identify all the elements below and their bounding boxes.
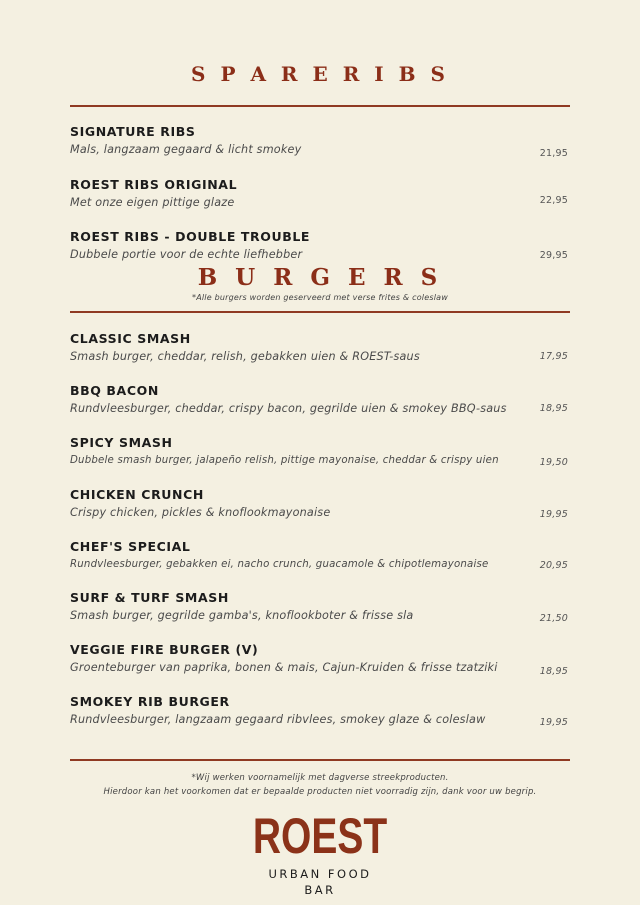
section-title-spareribs: S P A R E R I B S — [191, 62, 449, 86]
item-price: 19,50 — [539, 457, 568, 468]
divider-bottom — [70, 759, 570, 761]
divider-burgers — [70, 311, 570, 313]
item-price: 21,50 — [539, 613, 568, 624]
item-price: 18,95 — [539, 666, 568, 677]
item-description: Rundvleesburger, langzaam gegaard ribvlees, smokey glaze & coleslaw — [70, 713, 486, 726]
item-description: Dubbele smash burger, jalapeño relish, pittige mayonaise, cheddar & crispy uien — [70, 455, 499, 466]
menu-item — [70, 229, 570, 262]
item-description: Rundvleesburger, gebakken ei, nacho crunch, guacamole & chipotlemayonaise — [70, 559, 489, 570]
item-price: 19,95 — [539, 509, 568, 520]
item-name: SIGNATURE RIBS — [70, 124, 196, 139]
item-name: ROEST RIBS ORIGINAL — [70, 177, 238, 192]
item-name: SMOKEY RIB BURGER — [70, 694, 230, 709]
item-description: Crispy chicken, pickles & knoflookmayonaise — [70, 506, 331, 519]
item-price: 21,95 — [539, 148, 568, 159]
roest-logo: ROEST — [252, 808, 388, 864]
logo-tagline-line1: URBAN FOOD — [268, 867, 372, 881]
item-name: SPICY SMASH — [70, 435, 173, 450]
item-name: CHEF'S SPECIAL — [70, 539, 191, 554]
menu-item — [70, 435, 570, 468]
item-price: 29,95 — [539, 250, 568, 261]
item-price: 20,95 — [539, 560, 568, 571]
item-name: ROEST RIBS - DOUBLE TROUBLE — [70, 229, 311, 244]
item-description: Smash burger, cheddar, relish, gebakken uien & ROEST-saus — [70, 350, 420, 363]
item-description: Met onze eigen pittige glaze — [70, 196, 235, 209]
item-description: Dubbele portie voor de echte liefhebber — [70, 248, 303, 261]
footer-note-line2: Hierdoor kan het voorkomen dat er bepaalde producten niet voorradig zijn, dank voor uw begrip. — [103, 787, 537, 797]
item-price: 22,95 — [539, 195, 568, 206]
item-price: 17,95 — [539, 351, 568, 362]
item-description: Mals, langzaam gegaard & licht smokey — [70, 143, 302, 156]
item-price: 19,95 — [539, 717, 568, 728]
section-title-burgers: B U R G E R S — [197, 264, 443, 291]
item-name: CHICKEN CRUNCH — [70, 487, 204, 502]
menu-item — [70, 590, 570, 623]
item-name: CLASSIC SMASH — [70, 331, 191, 346]
menu-item — [70, 694, 570, 727]
logo-tagline-line2: BAR — [304, 883, 336, 897]
item-description: Rundvleesburger, cheddar, crispy bacon, gegrilde uien & smokey BBQ-saus — [70, 402, 507, 415]
item-description: Groenteburger van paprika, bonen & mais, Cajun-Kruiden & frisse tzatziki — [70, 661, 498, 674]
burgers-subtitle: *Alle burgers worden geserveerd met verse frites & coleslaw — [192, 293, 448, 302]
menu-item — [70, 539, 570, 572]
item-name: VEGGIE FIRE BURGER (V) — [70, 642, 259, 657]
divider-top — [70, 105, 570, 107]
menu-item — [70, 642, 570, 675]
footer-note-line1: *Wij werken voornamelijk met dagverse streekproducten. — [191, 773, 449, 783]
menu-item — [70, 177, 570, 210]
menu-item — [70, 487, 570, 520]
item-description: Smash burger, gegrilde gamba's, knoflookboter & frisse sla — [70, 609, 414, 622]
menu-item — [70, 124, 570, 157]
menu-item — [70, 383, 570, 416]
item-price: 18,95 — [539, 403, 568, 414]
item-name: SURF & TURF SMASH — [70, 590, 229, 605]
item-name: BBQ BACON — [70, 383, 159, 398]
menu-item — [70, 331, 570, 364]
